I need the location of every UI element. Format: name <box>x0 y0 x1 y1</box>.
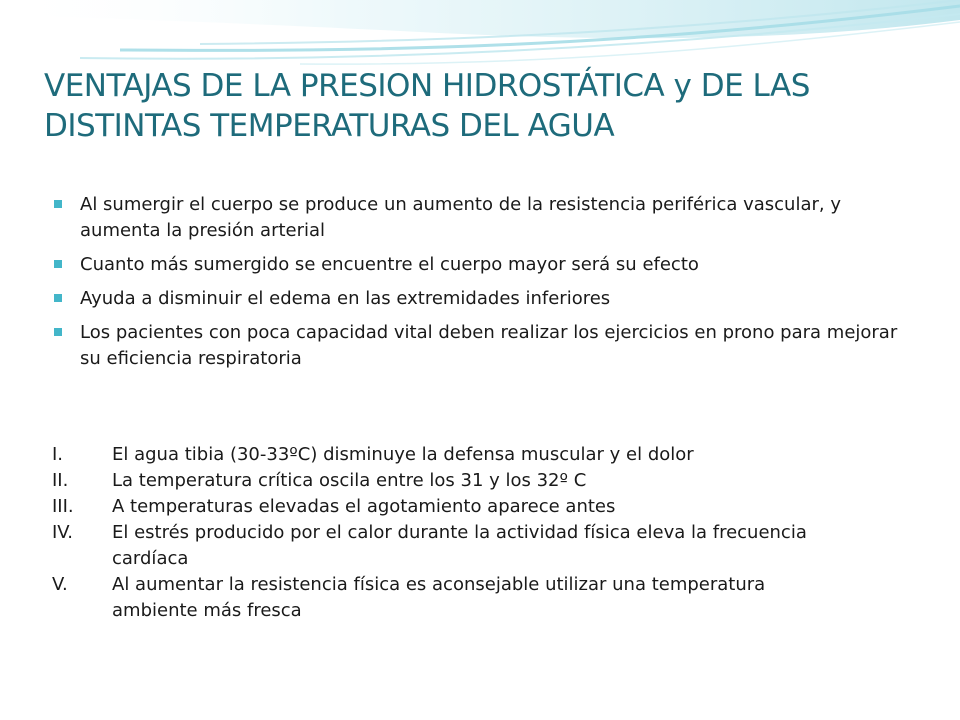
slide-title: VENTAJAS DE LA PRESION HIDROSTÁTICA y DE LAS DISTINTAS TEMPERATURAS DEL AGUA <box>44 68 810 144</box>
square-bullet-icon <box>54 328 62 336</box>
numbered-text: La temperatura crítica oscila entre los 31 y los 32º C <box>112 470 587 491</box>
bullet-text: Cuanto más sumergido se encuentre el cuerpo mayor será su efecto <box>80 254 699 275</box>
bullet-text: Los pacientes con poca capacidad vital deben realizar los ejercicios en prono para mejorar su eficiencia respiratoria <box>80 322 898 369</box>
roman-numeral: III. <box>52 496 74 517</box>
bullet-item <box>52 252 912 278</box>
roman-numeral: I. <box>52 444 64 465</box>
numbered-item <box>52 468 852 494</box>
bullet-text: Al sumergir el cuerpo se produce un aumento de la resistencia periférica vascular, y aumenta la presión arterial <box>80 194 841 241</box>
bullet-item <box>52 286 912 312</box>
square-bullet-icon <box>54 260 62 268</box>
roman-numeral: V. <box>52 574 68 595</box>
bullet-list <box>52 192 912 380</box>
square-bullet-icon <box>54 200 62 208</box>
bullet-item <box>52 320 912 372</box>
roman-numeral: II. <box>52 470 69 491</box>
numbered-item <box>52 442 852 468</box>
numbered-text: Al aumentar la resistencia física es aconsejable utilizar una temperatura ambiente más fresca <box>112 574 766 621</box>
numbered-text: El agua tibia (30-33ºC) disminuye la defensa muscular y el dolor <box>112 444 694 465</box>
numbered-item <box>52 520 852 572</box>
bullet-item <box>52 192 912 244</box>
numbered-item <box>52 572 852 624</box>
roman-numeral: IV. <box>52 522 74 543</box>
numbered-list <box>52 442 852 624</box>
square-bullet-icon <box>54 294 62 302</box>
bullet-text: Ayuda a disminuir el edema en las extremidades inferiores <box>80 288 611 309</box>
numbered-text: El estrés producido por el calor durante la actividad física eleva la frecuencia cardíaca <box>112 522 807 569</box>
numbered-text: A temperaturas elevadas el agotamiento aparece antes <box>112 496 616 517</box>
numbered-item <box>52 494 852 520</box>
